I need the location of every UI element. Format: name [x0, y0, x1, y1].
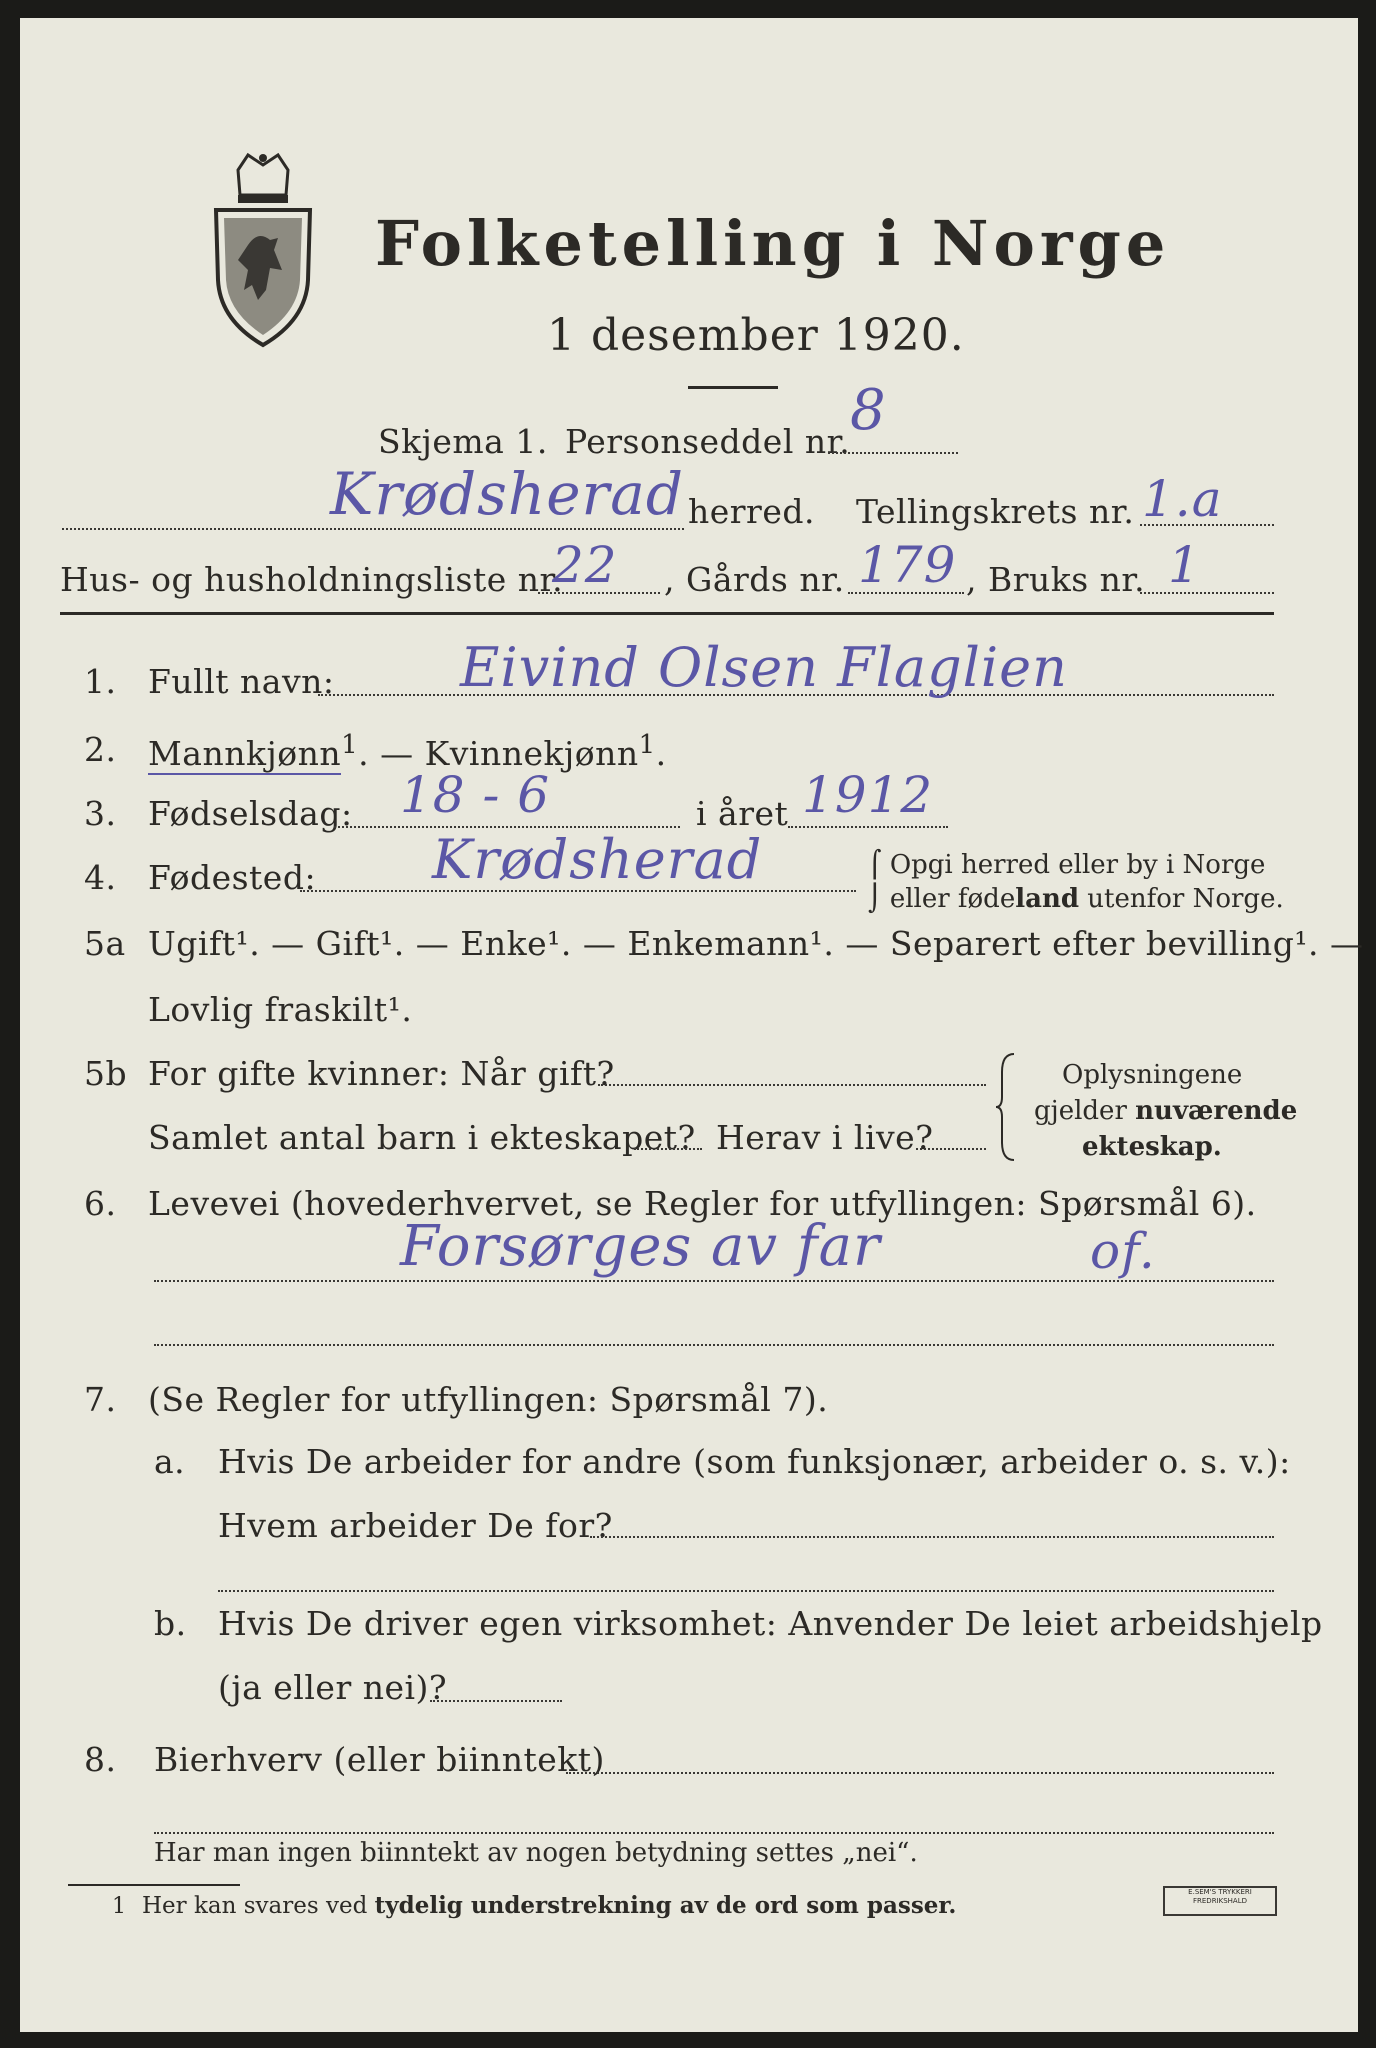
marriage-note-line2: gjelder nuværende — [1034, 1096, 1298, 1126]
bruks-field[interactable] — [1140, 592, 1274, 594]
gender-female[interactable]: Kvinnekjønn — [424, 734, 639, 773]
birthyear-field[interactable] — [788, 826, 948, 828]
side-income-note: Har man ingen biinntekt av nogen betydning settes „nei“. — [154, 1838, 918, 1868]
employer-field-2[interactable] — [218, 1590, 1274, 1592]
birthplace-value: Krødsherad — [432, 828, 763, 891]
q2-number: 2. — [84, 730, 117, 769]
footnote-rule — [68, 1884, 240, 1886]
herred-value: Krødsherad — [330, 460, 684, 528]
birthdate-value: 18 - 6 — [400, 766, 551, 824]
occupation-mark: of. — [1090, 1222, 1156, 1280]
full-name-value: Eivind Olsen Flaglien — [460, 636, 1068, 699]
married-when-field[interactable] — [598, 1084, 986, 1086]
marital-options[interactable]: Ugift¹. — Gift¹. — Enke¹. — Enkemann¹. — Separert efter bevilling¹. — — [148, 924, 1364, 963]
schema-label: Skjema 1. — [378, 422, 548, 461]
gards-value: 179 — [858, 536, 957, 594]
year-label: i året — [696, 794, 789, 833]
personseddel-label: Personseddel nr. — [565, 422, 851, 461]
q4-label: Fødested: — [148, 858, 317, 897]
children-field[interactable] — [634, 1148, 702, 1150]
liste-value: 22 — [552, 536, 618, 594]
q7b-label: Hvis De driver egen virksomhet: Anvender De leiet arbeidshjelp — [218, 1604, 1323, 1643]
printer-stamp: E.SEM'S TRYKKERI FREDRIKSHALD — [1163, 1886, 1277, 1916]
personseddel-value: 8 — [850, 378, 887, 443]
alive-label: Herav i live? — [716, 1118, 934, 1157]
form-title: Folketelling i Norge — [375, 207, 1171, 280]
footnote-mark: 1 — [112, 1894, 126, 1919]
birthyear-value: 1912 — [802, 766, 934, 824]
gards-label: , Gårds nr. — [664, 560, 845, 599]
side-income-field-2[interactable] — [154, 1832, 1274, 1834]
alive-field[interactable] — [916, 1148, 986, 1150]
q7a-letter: a. — [154, 1442, 186, 1481]
q6-label: Levevei (hovederhvervet, se Regler for utfyllingen: Spørsmål 6). — [148, 1184, 1257, 1223]
liste-label: Hus- og husholdningsliste nr. — [60, 560, 564, 599]
q5b-number: 5b — [84, 1054, 128, 1093]
brace-icon — [994, 1052, 1018, 1162]
occupation-value: Forsørges av far — [400, 1214, 881, 1279]
herred-label: herred. — [688, 492, 815, 531]
header-rule — [60, 612, 1274, 615]
bruks-label: , Bruks nr. — [966, 560, 1146, 599]
q4-number: 4. — [84, 858, 117, 897]
tellingskrets-value: 1.a — [1142, 470, 1223, 528]
bruks-value: 1 — [1168, 536, 1201, 594]
coat-of-arms-icon — [208, 150, 318, 350]
census-date: 1 desember 1920. — [547, 310, 965, 361]
q3-label: Fødselsdag: — [148, 794, 353, 833]
q7b-letter: b. — [154, 1604, 187, 1643]
marital-options-cont[interactable]: Lovlig fraskilt¹. — [148, 990, 413, 1029]
gender-male[interactable]: Mannkjønn — [148, 734, 342, 773]
hired-help-label: (ja eller nei)? — [218, 1668, 448, 1707]
occupation-field-2[interactable] — [154, 1344, 1274, 1346]
herred-field[interactable] — [62, 528, 684, 530]
q6-number: 6. — [84, 1184, 117, 1223]
marriage-note-line3: ekteskap. — [1082, 1132, 1222, 1162]
q8-number: 8. — [84, 1740, 117, 1779]
tellingskrets-label: Tellingskrets nr. — [856, 492, 1135, 531]
personseddel-field[interactable] — [828, 452, 958, 454]
title-divider — [688, 386, 778, 389]
occupation-field[interactable] — [154, 1280, 1274, 1282]
q1-label: Fullt navn: — [148, 662, 335, 701]
q7-label: (Se Regler for utfyllingen: Spørsmål 7). — [148, 1380, 829, 1419]
gender-options: Mannkjønn$^1$. — Kvinnekjønn$^1$. — [148, 730, 667, 773]
employer-field[interactable] — [590, 1536, 1274, 1538]
children-label: Samlet antal barn i ekteskapet? — [148, 1118, 696, 1157]
side-income-field[interactable] — [566, 1772, 1274, 1774]
footnote-text: Her kan svares ved tydelig understrekning av de ord som passer. — [142, 1892, 957, 1919]
q3-number: 3. — [84, 794, 117, 833]
q1-number: 1. — [84, 662, 117, 701]
marriage-note-line1: Oplysningene — [1062, 1060, 1243, 1090]
hired-help-field[interactable] — [430, 1700, 562, 1702]
married-when-label: For gifte kvinner: Når gift? — [148, 1054, 615, 1093]
employer-label: Hvem arbeider De for? — [218, 1506, 613, 1545]
q5a-number: 5a — [84, 924, 126, 963]
q8-label: Bierhverv (eller biinntekt) — [154, 1740, 605, 1779]
birthplace-note: ⌠ Opgi herred eller by i Norge ⌡ eller fødeland utenfor Norge. — [868, 850, 1284, 914]
q7a-label: Hvis De arbeider for andre (som funksjonær, arbeider o. s. v.): — [218, 1442, 1291, 1481]
q7-number: 7. — [84, 1380, 117, 1419]
